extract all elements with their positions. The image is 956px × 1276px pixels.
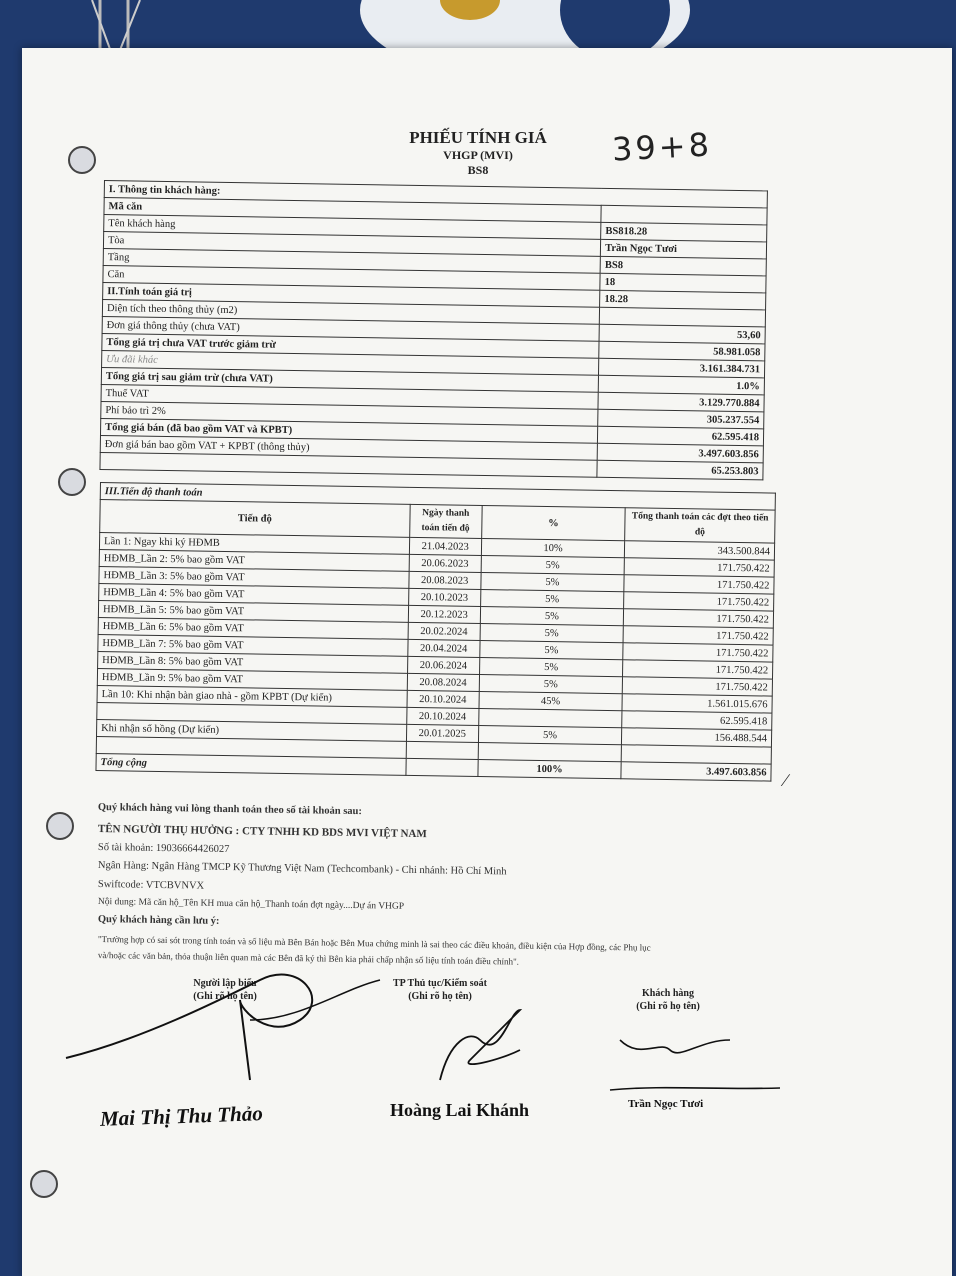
swift-code: Swiftcode: VTCBVNVX	[97, 879, 205, 892]
amount-cell: 62.595.418	[622, 711, 772, 730]
beneficiary-name: TÊN NGƯỜI THỤ HƯỞNG : CTY TNHH KD BDS MVI VIỆT NAM	[97, 823, 427, 841]
row-label: Tổng giá trị sau giảm trừ (chưa VAT)	[101, 367, 598, 392]
stage-cell: HĐMB_Lần 3: 5% bao gồm VAT	[99, 566, 409, 588]
row-value: 1.0%	[598, 375, 764, 395]
date-cell: 20.08.2024	[407, 673, 479, 691]
row-value: Trần Ngọc Tươi	[601, 239, 767, 259]
stage-cell: HĐMB_Lần 2: 5% bao gồm VAT	[99, 549, 409, 571]
amount-cell: 1.561.015.676	[622, 694, 772, 713]
percent-cell: 5%	[479, 640, 623, 659]
row-value: 58.981.058	[599, 341, 765, 361]
total-percent: 100%	[478, 759, 622, 778]
date-cell: 20.10.2024	[406, 707, 478, 725]
amount-cell: 343.500.844	[625, 541, 775, 560]
transfer-content: Nội dung: Mã căn hộ_Tên KH mua căn hộ_Thanh toán đợt ngày....Dự án VHGP	[97, 897, 405, 912]
preparer-name: Mai Thị Thu Thảo	[99, 1101, 264, 1131]
controller-name: Hoàng Lai Khánh	[390, 1100, 530, 1120]
total-label: Tổng cộng	[96, 753, 406, 775]
date-cell: 20.06.2023	[409, 554, 481, 572]
date-cell: 20.10.2023	[408, 588, 480, 606]
row-value: BS818.28	[601, 222, 767, 242]
row-label: Căn	[103, 265, 600, 290]
stage-cell: HĐMB_Lần 7: 5% bao gồm VAT	[98, 634, 408, 656]
row-label: Phí bảo trì 2%	[101, 401, 598, 426]
row-value: BS8	[600, 256, 766, 276]
customer-subtitle: (Ghi rõ họ tên)	[636, 1001, 700, 1012]
amount-cell: 171.750.422	[623, 660, 773, 679]
date-cell: 20.10.2024	[407, 690, 479, 708]
row-value: 305.237.554	[598, 409, 764, 429]
row-label: Tên khách hàng	[104, 215, 601, 240]
notice-text: và/hoặc các văn bản, thỏa thuận liên quan mà các Bên đã ký thì Bên kia phải chấp nhận số liệu tính toán điều chỉnh".	[97, 950, 519, 967]
percent-cell: 5%	[478, 725, 622, 744]
percent-cell: 5%	[480, 606, 624, 625]
date-cell: 20.02.2024	[408, 622, 480, 640]
percent-cell: 5%	[481, 555, 625, 574]
row-value: 3.161.384.731	[599, 358, 765, 378]
percent-cell: 5%	[481, 572, 625, 591]
percent-cell: 5%	[480, 589, 624, 608]
row-label: Tổng giá bán (đã bao gồm VAT và KPBT)	[100, 418, 597, 443]
preparer-title: Người lập biểu	[193, 978, 257, 989]
column-header: %	[481, 506, 625, 541]
amount-cell: 171.750.422	[623, 626, 773, 645]
checkmark-icon: ∕	[784, 770, 788, 790]
percent-cell: 5%	[479, 674, 623, 693]
stage-cell: HĐMB_Lần 6: 5% bao gồm VAT	[98, 617, 408, 639]
stage-cell: HĐMB_Lần 8: 5% bao gồm VAT	[98, 651, 408, 673]
amount-cell: 171.750.422	[624, 558, 774, 577]
date-cell: 20.06.2024	[407, 656, 479, 674]
row-value: 18	[600, 273, 766, 293]
stage-cell: Khi nhận sổ hồng (Dự kiến)	[97, 719, 407, 741]
account-number: Số tài khoản: 19036664426027	[97, 842, 230, 856]
section2-heading: II.Tính toán giá trị	[103, 282, 600, 307]
notice-text: "Trường hợp có sai sót trong tính toán và số liệu mà Bên Bán hoặc Bên Mua chứng minh là sai theo các điều khoản, điều kiện của Hợp đồng, các Phụ lục	[97, 934, 651, 953]
date-cell: 20.04.2024	[408, 639, 480, 657]
amount-cell: 171.750.422	[623, 677, 773, 696]
row-value: 3.129.770.884	[598, 392, 764, 412]
controller-subtitle: (Ghi rõ họ tên)	[408, 991, 472, 1002]
row-value: 53,60	[599, 324, 765, 344]
customer-title: Khách hàng	[642, 988, 694, 999]
preparer-subtitle: (Ghi rõ họ tên)	[193, 991, 257, 1002]
row-label: Mã căn	[104, 198, 601, 223]
stage-cell: Lần 10: Khi nhận bàn giao nhà - gồm KPBT (Dự kiến)	[97, 685, 407, 707]
amount-cell: 171.750.422	[624, 575, 774, 594]
row-value: 18.28	[600, 290, 766, 310]
percent-cell: 10%	[481, 538, 625, 557]
row-label: Diện tích theo thông thủy (m2)	[102, 299, 599, 324]
row-label: Tòa	[103, 232, 600, 257]
row-label: Ưu đãi khác	[102, 350, 599, 375]
percent-cell: 5%	[480, 623, 624, 642]
row-label: Tổng giá trị chưa VAT trước giảm trừ	[102, 333, 599, 358]
controller-title: TP Thủ tục/Kiểm soát	[393, 978, 487, 989]
stage-cell: HĐMB_Lần 5: 5% bao gồm VAT	[98, 600, 408, 622]
notice-heading: Quý khách hàng cần lưu ý:	[97, 914, 220, 927]
amount-cell: 171.750.422	[624, 592, 774, 611]
column-header: Tiến độ	[100, 500, 410, 538]
date-cell: 20.01.2025	[406, 724, 478, 742]
stage-cell: Lần 1: Ngay khi ký HĐMB	[99, 533, 409, 555]
section3-heading: III.Tiến độ thanh toán	[100, 483, 775, 511]
column-header: Tổng thanh toán các đợt theo tiến độ	[625, 508, 775, 543]
stage-cell: HĐMB_Lần 9: 5% bao gồm VAT	[97, 668, 407, 690]
column-header: Ngày thanh toán tiến độ	[409, 504, 481, 538]
row-label: Đơn giá bán bao gồm VAT + KPBT (thông thủy)	[100, 435, 597, 460]
total-amount: 3.497.603.856	[621, 762, 771, 781]
percent-cell: 5%	[479, 657, 623, 676]
row-value: 62.595.418	[598, 426, 764, 446]
date-cell: 20.08.2023	[409, 571, 481, 589]
row-label: Thuế VAT	[101, 384, 598, 409]
amount-cell: 171.750.422	[624, 609, 774, 628]
customer-name: Trần Ngọc Tươi	[628, 1098, 704, 1110]
project-name: VHGP (MVI)	[443, 148, 513, 162]
row-value: 65.253.803	[597, 460, 763, 480]
bank-name: Ngân Hàng: Ngân Hàng TMCP Kỹ Thương Việt Nam (Techcombank) - Chi nhánh: Hồ Chí Minh	[97, 860, 507, 878]
amount-cell: 171.750.422	[623, 643, 773, 662]
stage-cell: HĐMB_Lần 4: 5% bao gồm VAT	[99, 583, 409, 605]
payment-intro: Quý khách hàng vui lòng thanh toán theo số tài khoản sau:	[97, 802, 363, 818]
handwritten-note: 39+8	[611, 125, 713, 169]
block-name: BS8	[467, 163, 489, 177]
date-cell: 21.04.2023	[409, 537, 481, 555]
row-label: Tầng	[103, 248, 600, 273]
row-value: 3.497.603.856	[597, 443, 763, 463]
percent-cell: 45%	[479, 691, 623, 710]
section1-heading: I. Thông tin khách hàng:	[104, 181, 767, 208]
document-title: PHIẾU TÍNH GIÁ	[409, 128, 547, 147]
row-label: Đơn giá thông thủy (chưa VAT)	[102, 316, 599, 341]
amount-cell: 156.488.544	[622, 728, 772, 747]
date-cell: 20.12.2023	[408, 605, 480, 623]
